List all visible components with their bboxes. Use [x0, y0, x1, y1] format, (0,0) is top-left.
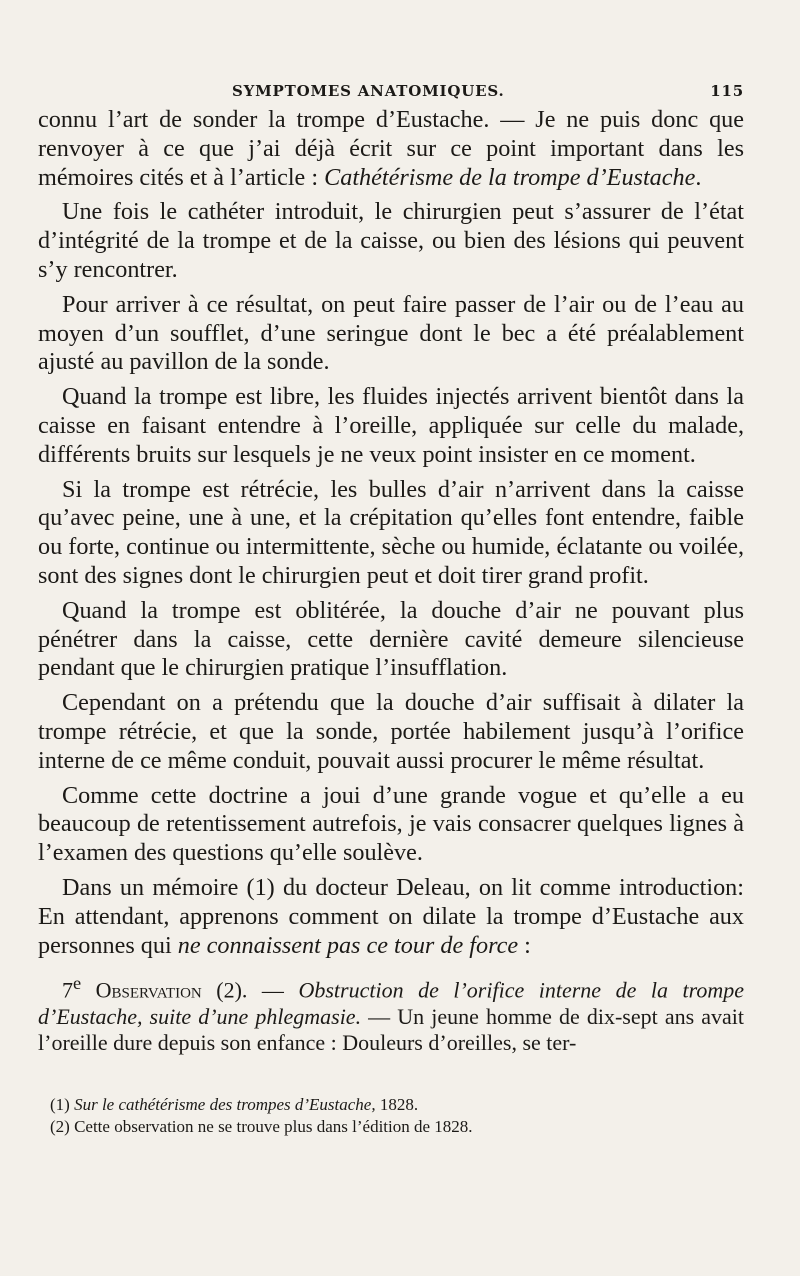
paragraph: [38, 198, 744, 284]
footnote-text: 1828.: [375, 1094, 419, 1114]
italic-text: ne connaissent pas ce tour de force: [177, 931, 519, 959]
body-text: [38, 106, 744, 960]
footnotes: [38, 1094, 744, 1138]
observation-number: 7: [62, 977, 73, 1003]
footnote: [50, 1094, 744, 1116]
paragraph: [38, 782, 744, 868]
paragraph: [38, 874, 744, 960]
observation-paragraph: [38, 970, 744, 1055]
footnote-mark: (2): [50, 1116, 75, 1136]
footnote-text: Cette observation ne se trouve plus dans l’édition de 1828.: [74, 1116, 473, 1136]
observation-title: Obstruction de l’orifice interne de la trompe d’Eustache, suite d’une phlegmasie.: [38, 977, 744, 1029]
footnote-mark: (1): [50, 1094, 75, 1114]
paragraph-text: Quand la trompe est oblitérée, la douche d’air ne pouvant plus pénétrer dans la caisse, cette dernière cavité demeure silencieuse pendant que le chirurgien pratique l’insufflation.: [38, 596, 744, 682]
paragraph-text: Cependant on a prétendu que la douche d’air suffisait à dilater la trompe rétrécie, et que la sonde, portée habilement jusqu’à l’orifice interne de ce même conduit, pouvait aussi procurer le même résultat.: [38, 689, 744, 774]
paragraph-text: Une fois le cathéter introduit, le chirurgien peut s’assurer de l’état d’intégrité de la trompe et de la caisse, ou bien des lésions qui peuvent s’y rencontrer.: [38, 198, 744, 283]
paragraph-text: Pour arriver à ce résultat, on peut faire passer de l’air ou de l’eau au moyen d’un soufflet, d’une seringue dont le bec a été préalablement ajusté au pavillon de la sonde.: [38, 290, 744, 376]
footnote: [50, 1116, 744, 1138]
observation-ref: (2). —: [201, 977, 299, 1003]
paragraph-text: Dans un mémoire (1) du docteur Deleau, on lit comme introduction: En attendant, apprenons comment on dilate la trompe d’Eustache aux personnes qui: [38, 873, 744, 959]
book-page: [38, 82, 744, 1138]
paragraph: [38, 476, 744, 591]
observation-number-suffix: e: [73, 973, 82, 994]
footnote-italic: Sur le cathétérisme des trompes d’Eustache,: [74, 1094, 376, 1114]
paragraph-text: connu l’art de sonder la trompe d’Eustache. — Je ne puis donc que renvoyer à ce que j’ai déjà écrit sur ce point important dans les mémoires cités et à l’article :: [38, 106, 744, 191]
paragraph: [38, 597, 744, 683]
running-head-title: SYMPTOMES ANATOMIQUES.: [232, 82, 505, 100]
paragraph: [38, 689, 744, 775]
paragraph-text: Quand la trompe est libre, les fluides injectés arrivent bientôt dans la caisse en faisant entendre à l’oreille, appliquée sur celle du malade, différents bruits sur lesquels je ne veux point insister en ce moment.: [38, 383, 744, 468]
italic-text: Cathétérisme de la trompe d’Eustache: [324, 163, 696, 191]
paragraph: [38, 291, 744, 377]
paragraph-text: Si la trompe est rétrécie, les bulles d’air n’arrivent dans la caisse qu’avec peine, une à une, et la crépitation qu’elles font entendre, faible ou forte, continue ou intermittente, sèche ou humide, éclatante ou voilée, sont des signes dont le chirurgien peut et doit tirer grand profit.: [38, 475, 744, 589]
paragraph: [38, 106, 744, 192]
running-head: [38, 82, 744, 100]
observation-text: — Un jeune homme de dix-sept ans avait l’oreille dure depuis son enfance : Douleurs d’oreilles, se ter-: [38, 1003, 745, 1055]
paragraph-text: .: [695, 163, 702, 191]
paragraph-text: :: [518, 931, 531, 959]
observation-label: Observation: [95, 977, 202, 1003]
paragraph: [38, 383, 744, 469]
page-number: 115: [710, 82, 744, 100]
paragraph-text: Comme cette doctrine a joui d’une grande vogue et qu’elle a eu beaucoup de retentissement autrefois, je vais consacrer quelques lignes à l’examen des questions qu’elle soulève.: [38, 781, 744, 867]
